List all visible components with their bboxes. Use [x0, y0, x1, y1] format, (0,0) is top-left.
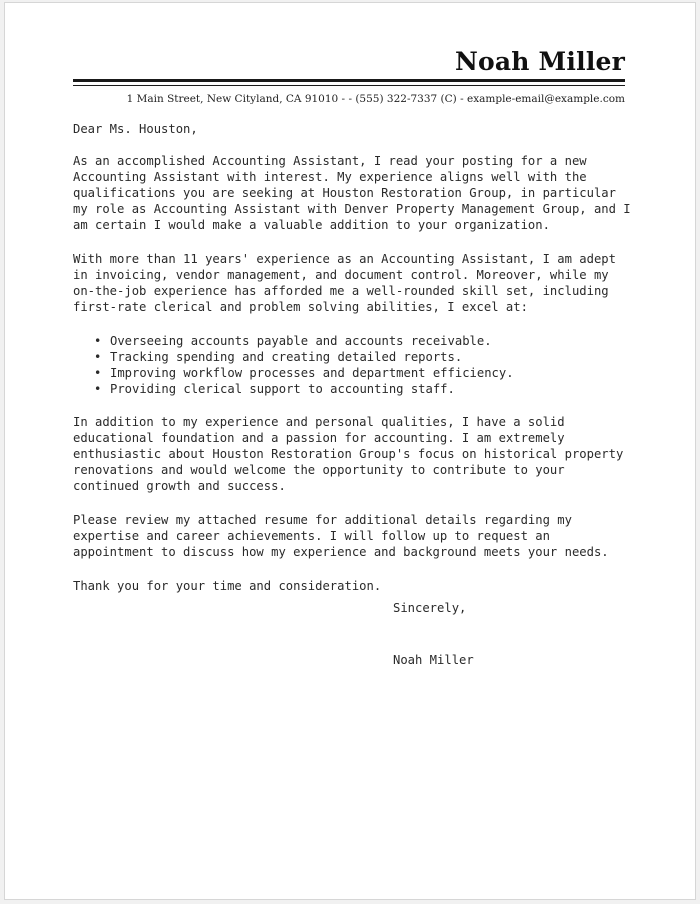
letter-page	[4, 2, 696, 900]
bullet-icon: •	[94, 366, 102, 380]
list-item	[73, 333, 633, 349]
bullet-icon: •	[94, 350, 102, 364]
list-item	[73, 349, 633, 365]
skills-list	[73, 333, 633, 397]
paragraph-followup: Please review my attached resume for additional details regarding my expertise and career achievements. I will follow up to request an appointment to discuss how my experience and background meets your needs.	[73, 513, 609, 559]
paragraph-experience: With more than 11 years' experience as an Accounting Assistant, I am adept in invoicing, vendor management, and document control. Moreover, while my on-the-job experience has afforded me a well-rounded skill set, including first-rate clerical and problem solving abilities, I excel at:	[73, 252, 616, 314]
header-rule-thick	[73, 79, 625, 82]
header-rule-thin	[73, 85, 625, 86]
list-item-text: Overseeing accounts payable and accounts receivable.	[110, 334, 492, 348]
paragraph-intro: As an accomplished Accounting Assistant, I read your posting for a new Accounting Assistant with interest. My experience aligns well with the qualifications you are seeking at Houston Restoration Group, in particular my role as Accounting Assistant with Denver Property Management Group, and I am certain I would make a valuable addition to your organization.	[73, 154, 631, 232]
closing: Sincerely,	[393, 601, 467, 615]
paragraph-education: In addition to my experience and personal qualities, I have a solid educational foundation and a passion for accounting. I am extremely enthusiastic about Houston Restoration Group's focus on historical property renovations and would welcome the opportunity to contribute to your continued growth and success.	[73, 415, 624, 493]
sender-name-heading: Noah Miller	[454, 47, 625, 76]
contact-line: 1 Main Street, New Cityland, CA 91010 - - (555) 322-7337 (C) - example-email@example.com	[126, 93, 625, 105]
bullet-icon: •	[94, 382, 102, 396]
list-item-text: Improving workflow processes and department efficiency.	[110, 366, 514, 380]
paragraph-thanks: Thank you for your time and consideration.	[73, 579, 382, 593]
list-item-text: Tracking spending and creating detailed reports.	[110, 350, 463, 364]
salutation: Dear Ms. Houston,	[73, 122, 198, 136]
letter-body	[73, 121, 633, 612]
bullet-icon: •	[94, 334, 102, 348]
list-item	[73, 365, 633, 381]
signature-name: Noah Miller	[393, 653, 474, 667]
list-item-text: Providing clerical support to accounting staff.	[110, 382, 455, 396]
list-item	[73, 381, 633, 397]
